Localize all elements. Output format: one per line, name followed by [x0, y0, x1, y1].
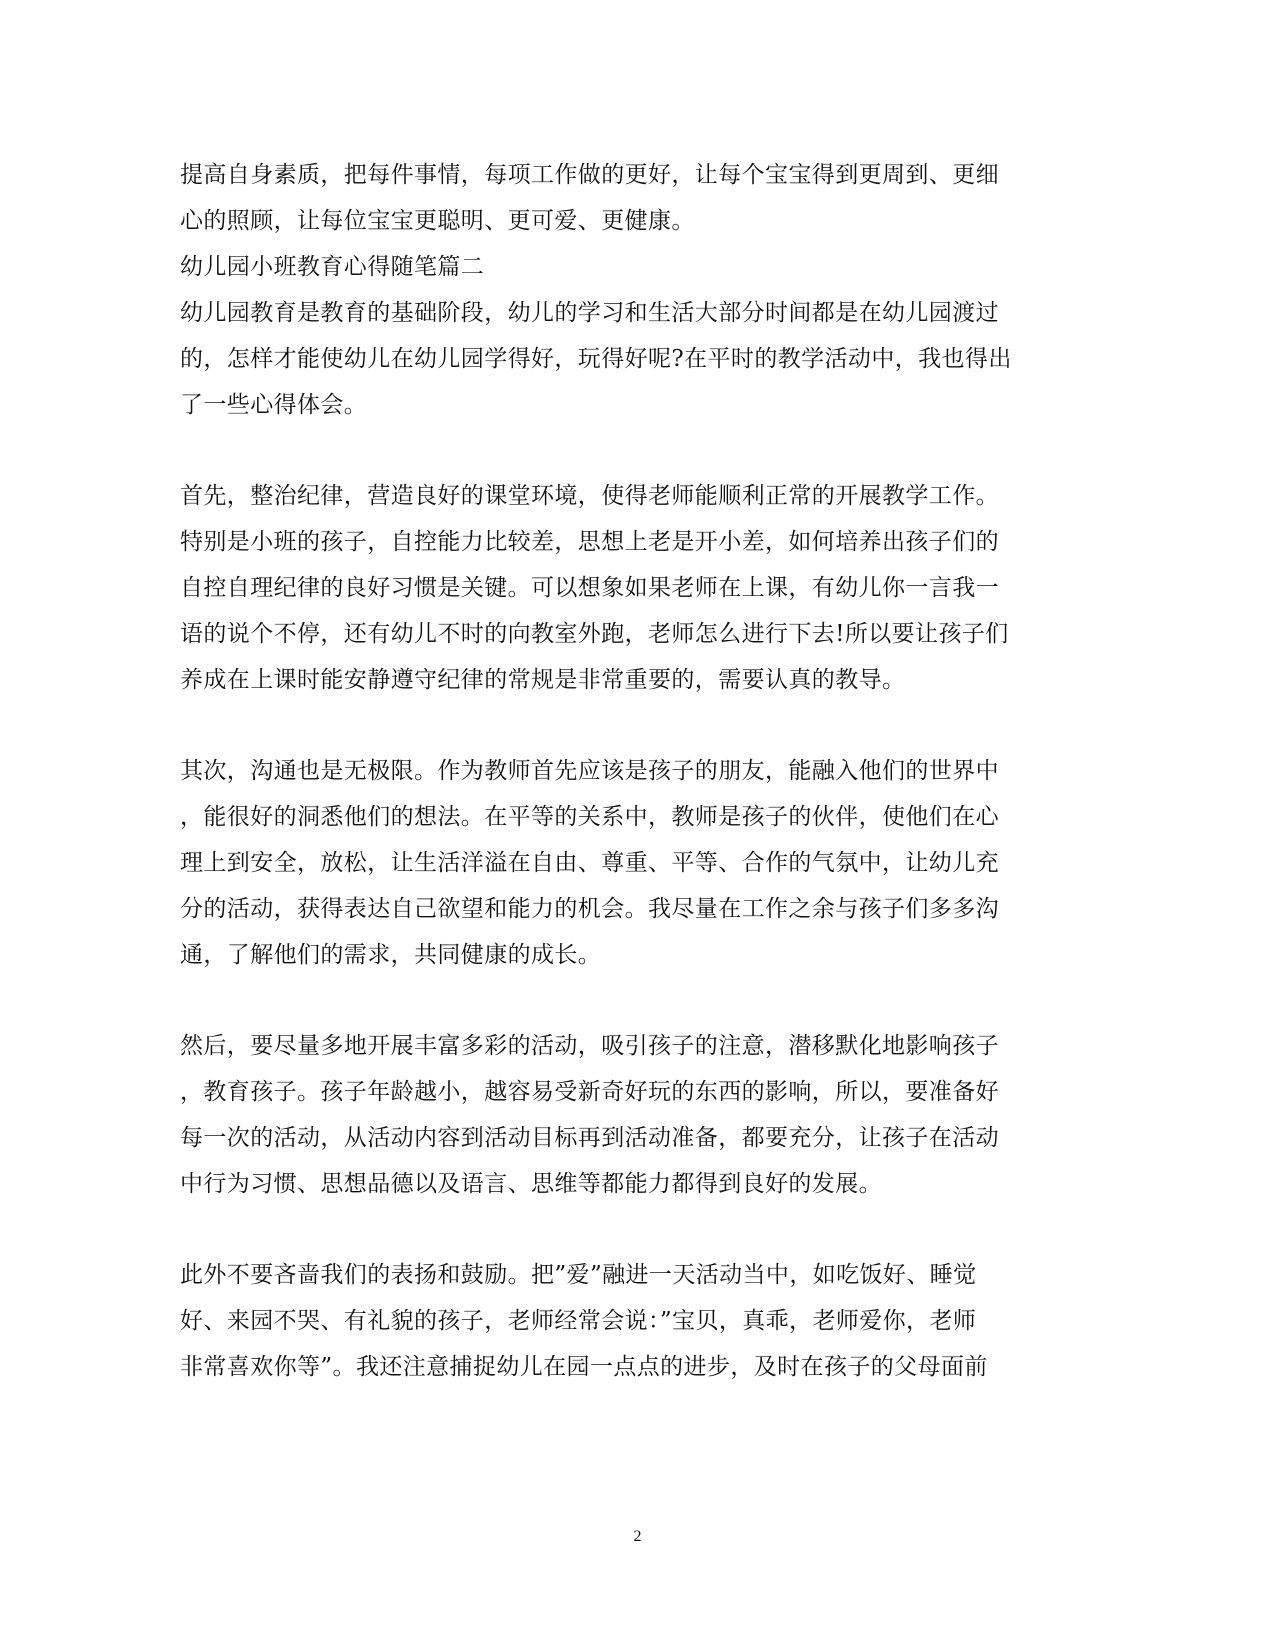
section-heading: 幼儿园小班教育心得随笔篇二 — [180, 254, 485, 280]
text-line: 首先，整治纪律，营造良好的课堂环境，使得老师能顺利正常的开展教学工作。 — [180, 483, 999, 509]
text-line: 心的照顾，让每位宝宝更聪明、更可爱、更健康。 — [180, 208, 695, 234]
page-number: 2 — [633, 1528, 642, 1545]
text-line: 通，了解他们的需求，共同健康的成长。 — [180, 942, 602, 968]
text-line: 自控自理纪律的良好习惯是关键。可以想象如果老师在上课，有幼儿你一言我一 — [180, 575, 999, 601]
text-line: 分的活动，获得表达自己欲望和能力的机会。我尽量在工作之余与孩子们多多沟 — [180, 896, 999, 922]
text-line: ，能很好的洞悉他们的想法。在平等的关系中，教师是孩子的伙伴，使他们在心 — [180, 804, 999, 830]
text-line: 提高自身素质，把每件事情，每项工作做的更好，让每个宝宝得到更周到、更细 — [180, 162, 999, 188]
text-line: 中行为习惯、思想品德以及语言、思维等都能力都得到良好的发展。 — [180, 1171, 882, 1197]
text-line: 了一些心得体会。 — [180, 392, 368, 418]
text-line: 特别是小班的孩子，自控能力比较差，思想上老是开小差，如何培养出孩子们的 — [180, 529, 999, 555]
text-line: ，教育孩子。孩子年龄越小，越容易受新奇好玩的东西的影响，所以，要准备好 — [180, 1079, 999, 1105]
text-line: 此外不要吝啬我们的表扬和鼓励。把”爱”融进一天活动当中，如吃饭好、睡觉 — [180, 1262, 977, 1288]
text-line: 语的说个不停，还有幼儿不时的向教室外跑，老师怎么进行下去!所以要让孩子们 — [180, 621, 1009, 647]
text-line: 理上到安全，放松，让生活洋溢在自由、尊重、平等、合作的气氛中，让幼儿充 — [180, 850, 999, 876]
text-line: 养成在上课时能安静遵守纪律的常规是非常重要的，需要认真的教导。 — [180, 667, 906, 693]
text-line: 的，怎样才能使幼儿在幼儿园学得好，玩得好呢?在平时的教学活动中，我也得出 — [180, 346, 1012, 372]
text-line: 非常喜欢你等”。我还注意捕捉幼儿在园一点点的进步，及时在孩子的父母面前 — [180, 1354, 988, 1380]
text-line: 其次，沟通也是无极限。作为教师首先应该是孩子的朋友，能融入他们的世界中 — [180, 758, 999, 784]
text-line: 每一次的活动，从活动内容到活动目标再到活动准备，都要充分，让孩子在活动 — [180, 1125, 999, 1151]
text-line: 幼儿园教育是教育的基础阶段，幼儿的学习和生活大部分时间都是在幼儿园渡过 — [180, 300, 999, 326]
text-line: 好、来园不哭、有礼貌的孩子，老师经常会说：”宝贝，真乖，老师爱你，老师 — [180, 1308, 977, 1334]
text-line: 然后，要尽量多地开展丰富多彩的活动，吸引孩子的注意，潜移默化地影响孩子 — [180, 1033, 999, 1059]
